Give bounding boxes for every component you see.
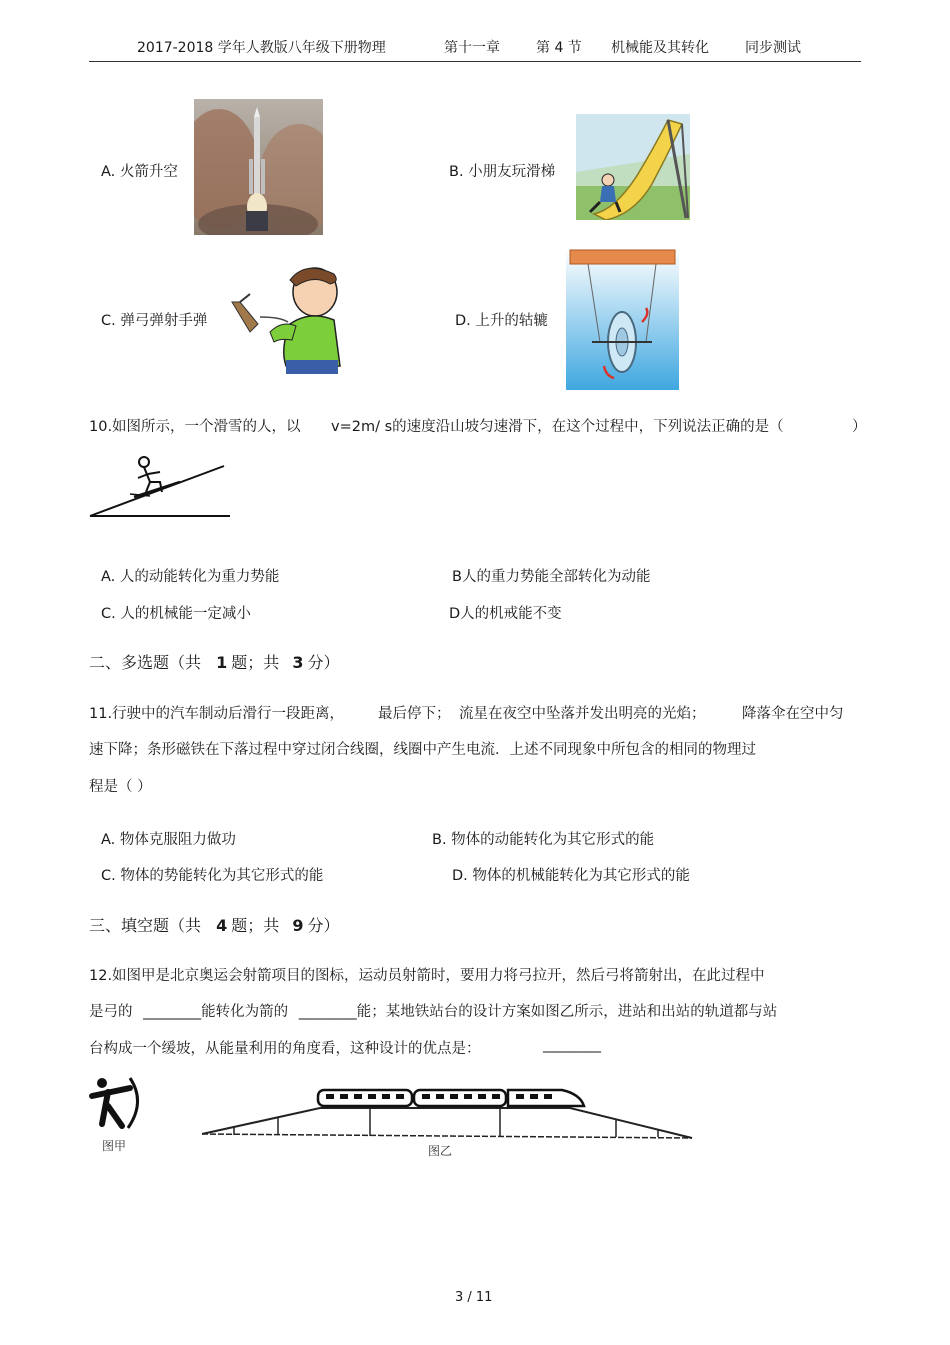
q11-option-b: B. 物体的动能转化为其它形式的能 xyxy=(432,832,655,848)
section2-heading xyxy=(89,650,340,673)
q12-blank-2: ________ xyxy=(298,1004,357,1020)
rising-wheel-image xyxy=(566,248,679,390)
section3-count: 4 xyxy=(216,916,228,935)
subway-platform-diagram xyxy=(200,1086,694,1142)
q9-option-d: D. 上升的轱辘 xyxy=(455,313,548,329)
section3-heading xyxy=(89,913,340,936)
q11-line1-b: 最后停下； xyxy=(378,706,451,722)
slide-image xyxy=(576,114,690,220)
section2-score: 3 xyxy=(292,653,304,672)
section2-mid: 题；共 xyxy=(231,653,280,672)
header-chapter: 第十一章 xyxy=(444,40,500,56)
q9-option-a: A. 火箭升空 xyxy=(101,164,178,180)
q11-option-c: C. 物体的势能转化为其它形式的能 xyxy=(101,868,324,884)
q11-line1-d: 降落伞在空中匀 xyxy=(742,706,844,722)
section3-score: 9 xyxy=(292,916,304,935)
header-rule xyxy=(89,61,861,62)
rocket-launch-image xyxy=(194,99,323,235)
q11-option-d: D. 物体的机械能转化为其它形式的能 xyxy=(452,868,690,884)
header-title: 2017-2018 学年人教版八年级下册物理 xyxy=(137,40,386,56)
q11-option-a: A. 物体克服阻力做功 xyxy=(101,832,236,848)
q10-option-c: C. 人的机械能一定减小 xyxy=(101,606,251,622)
q12-line2-c: 能；某地铁站台的设计方案如图乙所示，进站和出站的轨道都与站 xyxy=(356,1004,778,1020)
figure-b-label: 图乙 xyxy=(428,1144,453,1158)
q12-line1: 12.如图甲是北京奥运会射箭项目的图标，运动员射箭时，要用力将弓拉开，然后弓将箭射出，在此过程中 xyxy=(89,968,765,984)
q12-line2-b: 能转化为箭的 xyxy=(201,1004,289,1020)
section3-end: 分） xyxy=(307,916,340,935)
figure-a-label: 图甲 xyxy=(102,1139,127,1153)
q10-option-a: A. 人的动能转化为重力势能 xyxy=(101,569,280,585)
q11-line3: 程是（ ） xyxy=(89,779,152,795)
q12-line2-a: 是弓的 xyxy=(89,1004,133,1020)
q10-stem-b: v=2m/ s的速度沿山坡匀速滑下，在这个过程中，下列说法正确的是（ xyxy=(331,419,784,435)
q9-option-b: B. 小朋友玩滑梯 xyxy=(449,164,556,180)
archery-pictogram xyxy=(88,1074,148,1134)
q12-line2 xyxy=(89,1000,777,1021)
header-topic: 机械能及其转化 xyxy=(611,40,709,56)
q10-option-d: D人的机戒能不变 xyxy=(449,606,562,622)
section2-end: 分） xyxy=(307,653,340,672)
q11-line2: 速下降；条形磁铁在下落过程中穿过闭合线圈，线圈中产生电流．上述不同现象中所包含的相同的物理过 xyxy=(89,742,756,758)
page-number: 3 / 11 xyxy=(455,1290,493,1305)
q12-line3: 台构成一个缓坡，从能量利用的角度看，这种设计的优点是： xyxy=(89,1041,481,1057)
q10-option-b: B人的重力势能全部转化为动能 xyxy=(452,569,651,585)
slingshot-boy-image xyxy=(230,262,350,374)
section3-title: 三、填空题（共 xyxy=(89,916,202,935)
q12-blank-3: ________ xyxy=(543,1037,601,1053)
section3-mid: 题；共 xyxy=(231,916,280,935)
q11-line1-a: 11.行驶中的汽车制动后滑行一段距离， xyxy=(89,706,345,722)
q10-stem-a: 10.如图所示，一个滑雪的人，以 xyxy=(89,419,301,435)
header-kind: 同步测试 xyxy=(745,40,801,56)
q9-option-c: C. 弹弓弹射手弹 xyxy=(101,313,208,329)
q12-blank-1: ________ xyxy=(143,1004,202,1020)
header-section: 第 4 节 xyxy=(536,40,582,56)
skier-slope-image xyxy=(88,452,232,520)
section2-count: 1 xyxy=(216,653,228,672)
q11-line1-c: 流星在夜空中坠落并发出明亮的光焰； xyxy=(459,706,706,722)
q10-stem-c: ） xyxy=(852,419,867,435)
section2-title: 二、多选题（共 xyxy=(89,653,202,672)
